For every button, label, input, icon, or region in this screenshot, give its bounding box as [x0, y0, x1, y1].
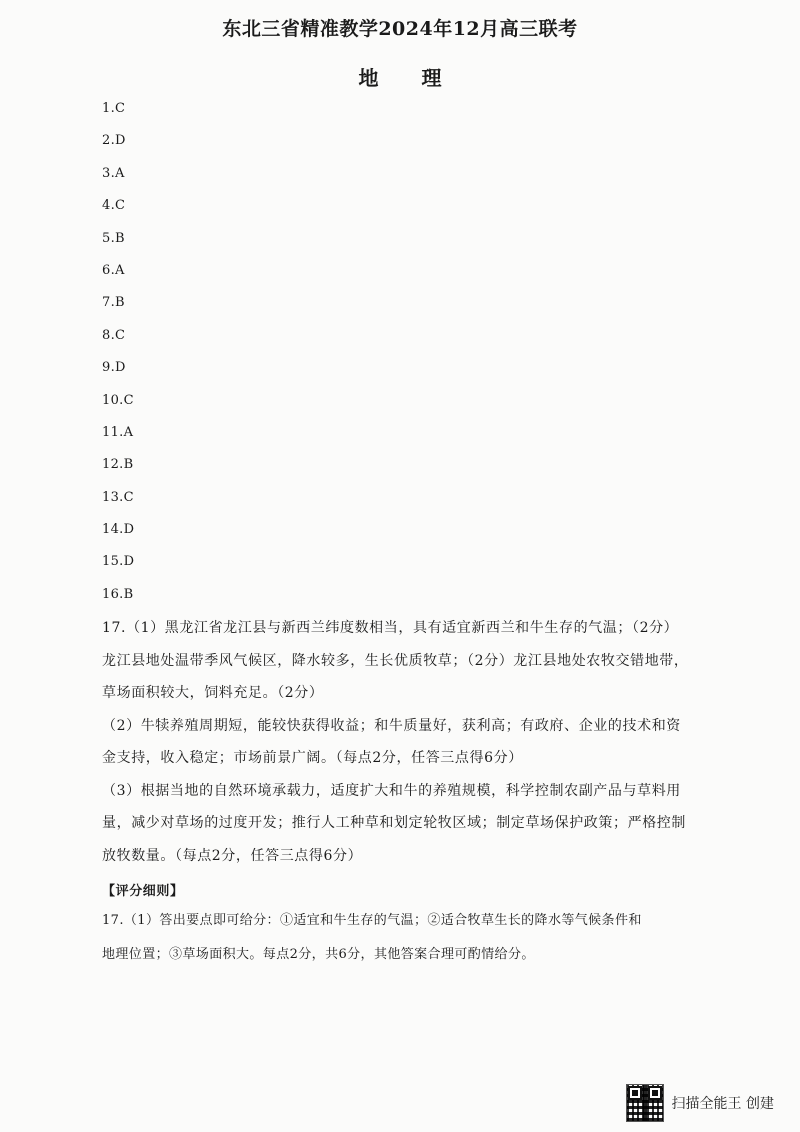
rubric-details [102, 904, 702, 972]
answer-line: （2）牛犊养殖周期短，能较快获得收益；和牛质量好，获利高；有政府、企业的技术和资 [102, 717, 681, 734]
answer-item: 1.C [102, 101, 126, 116]
answer-line: （3）根据当地的自然环境承载力，适度扩大和牛的养殖规模，科学控制农副产品与草料用 [102, 782, 681, 799]
exam-title: 东北三省精准教学2024年12月高三联考 [222, 18, 578, 40]
answer-item: 13.C [102, 489, 134, 505]
answer-item: 11.A [102, 424, 134, 440]
rubric-line: 地理位置；③草场面积大。每点2分，共6分，其他答案合理可酌情给分。 [102, 947, 535, 962]
subject-title: 地 理 [358, 66, 460, 90]
answer-item: 12.B [102, 457, 134, 473]
answer-line: 放牧数量。（每点2分，任答三点得6分） [102, 847, 363, 864]
qr-code-icon [626, 1084, 664, 1122]
answer-line: 金支持，收入稳定；市场前景广阔。（每点2分，任答三点得6分） [102, 750, 523, 766]
rubric-heading: 【评分细则】 [102, 884, 184, 899]
scanner-watermark [626, 1084, 774, 1122]
answer-item: 6.A [102, 262, 125, 278]
answer-item: 15.D [102, 554, 135, 570]
answer-line: 龙江县地处温带季风气候区，降水较多，生长优质牧草；（2分）龙江县地处农牧交错地带， [102, 652, 689, 669]
answer-line: 量，减少对草场的过度开发；推行人工种草和划定轮牧区域；制定草场保护政策；严格控制 [102, 815, 686, 831]
answer-item: 7.B [102, 295, 125, 311]
answer-line: 17.（1）黑龙江省龙江县与新西兰纬度数相当，具有适宜新西兰和牛生存的气温；（2分） [102, 620, 679, 636]
answer-item: 5.B [102, 230, 125, 246]
answer-item: 14.D [102, 522, 135, 538]
answer-item: 2.D [102, 133, 126, 149]
answer-item: 8.C [102, 327, 126, 343]
answer-item: 9.D [102, 360, 126, 376]
question-17-answer [102, 612, 702, 872]
answer-line: 草场面积较大，饲料充足。（2分） [102, 685, 324, 701]
answer-item: 4.C [102, 198, 126, 214]
rubric-line: 17.（1）答出要点即可给分：①适宜和牛生存的气温；②适合牧草生长的降水等气候条件和 [102, 913, 642, 928]
answer-item: 3.A [102, 165, 125, 181]
answer-item: 16.B [102, 586, 134, 602]
answer-list [102, 98, 134, 616]
watermark-text: 扫描全能王 创建 [671, 1096, 774, 1112]
answer-item: 10.C [102, 392, 134, 408]
